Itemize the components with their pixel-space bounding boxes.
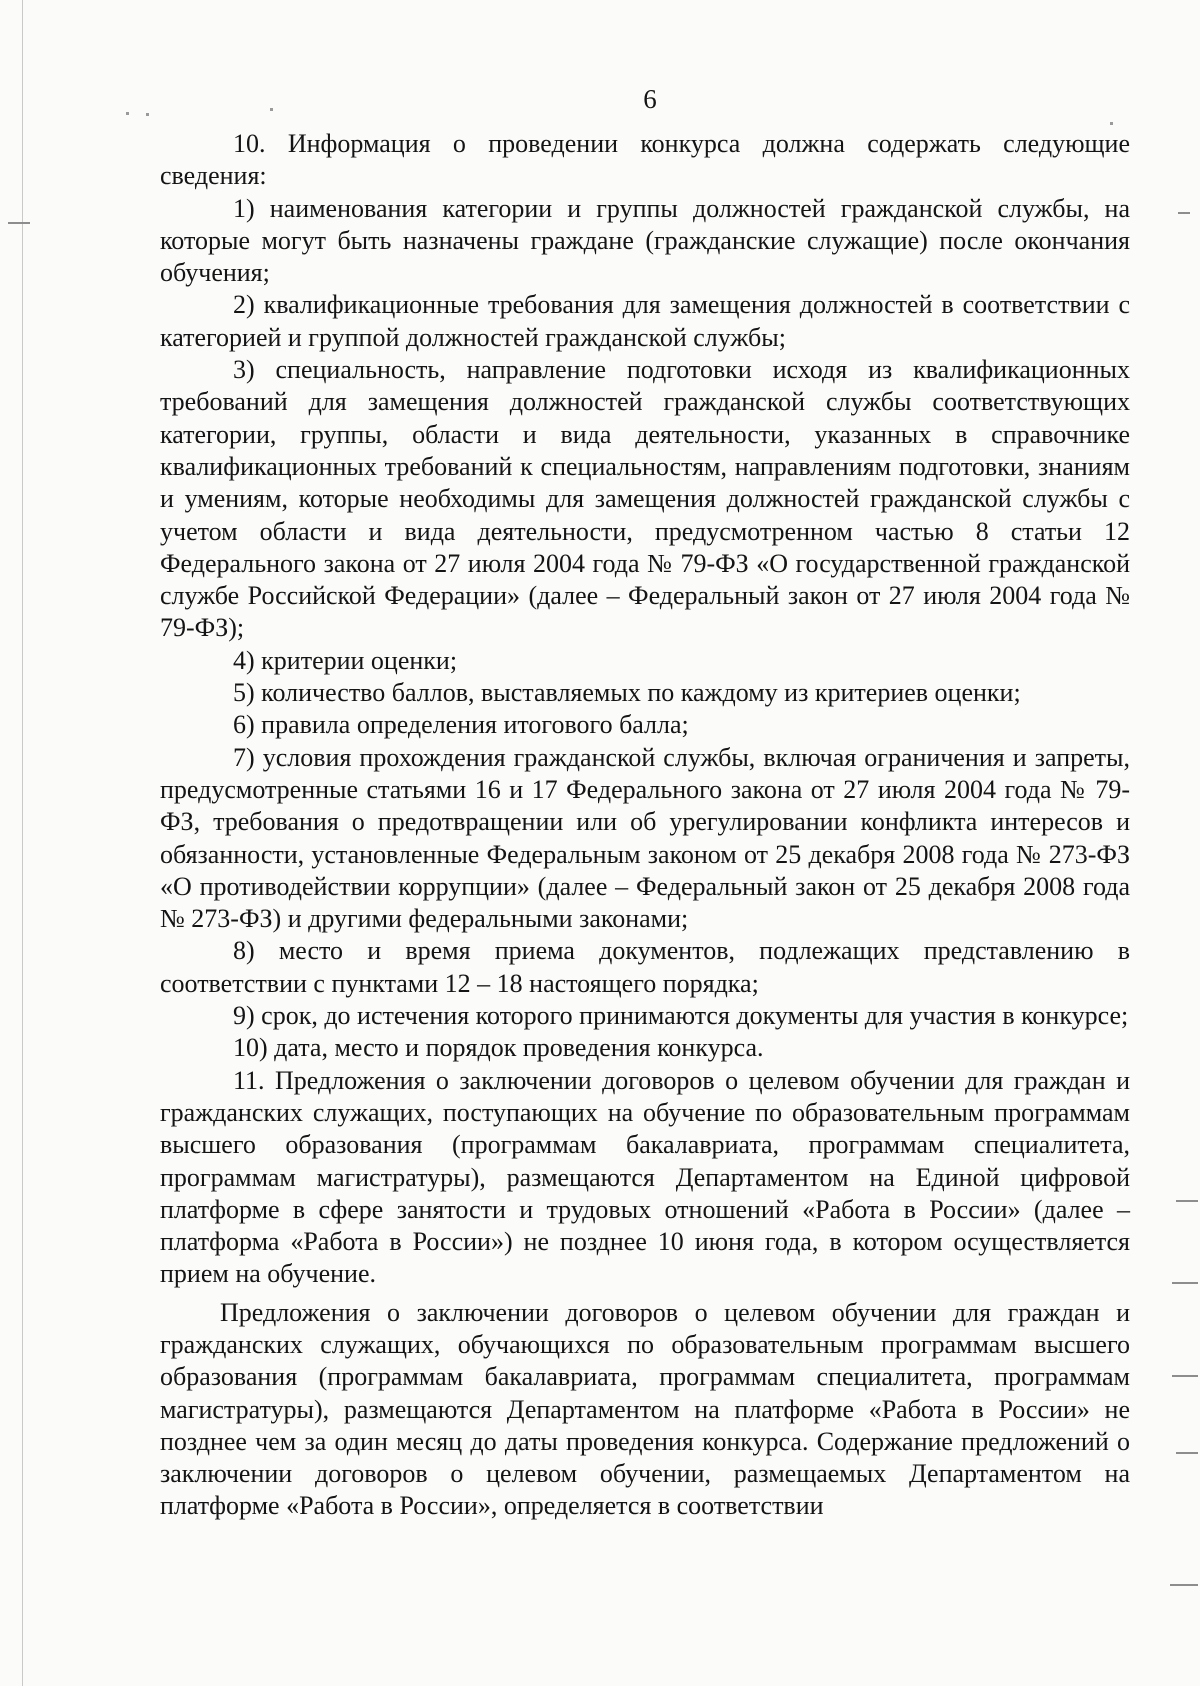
list-item-1: 1) наименования категории и группы должностей гражданской службы, на которые могут быть назначены граждане (гражданские служащие) после окончания обучения; (160, 193, 1130, 288)
paragraph-10-intro: 10. Информация о проведении конкурса должна содержать следующие сведения: (160, 129, 1130, 191)
list-item-9: 9) срок, до истечения которого принимаются документы для участия в конкурсе; (233, 1001, 1129, 1031)
list-item-2: 2) квалификационные требования для замещения должностей в соответствии с категорией и группой должностей гражданской службы; (160, 290, 1130, 352)
list-item-6: 6) правила определения итогового балла; (233, 710, 689, 740)
scan-artifact-dash (1172, 1282, 1198, 1284)
list-item-3: 3) специальность, направление подготовки исходя из квалификационных требований для замещения должностей гражданской службы соответствующих категории, группы, области и вида деятельности, указанных в справочнике квалификационных требований к специальностям, направлениям подготовки, знаниям и умениям, которые необходимы для замещения должностей гражданской службы с учетом области и вида деятельности, предусмотренном частью 8 статьи 12 Федерального закона от 27 июля 2004 года № 79-ФЗ «О государственной гражданской службе Российской Федерации» (далее – Федеральный закон от 27 июля 2004 года № 79-ФЗ); (160, 355, 1130, 643)
page-number: 6 (643, 84, 657, 114)
scan-edge-line (22, 0, 23, 1686)
scan-speck (1110, 122, 1113, 125)
list-item-4: 4) критерии оценки; (233, 645, 458, 675)
scan-artifact-dash (1172, 1375, 1198, 1377)
list-item-5: 5) количество баллов, выставляемых по каждому из критериев оценки; (233, 678, 1021, 708)
scan-artifact-dash (8, 222, 30, 224)
scan-artifact-dash (1176, 1452, 1198, 1454)
scan-artifact-dash (1170, 1584, 1198, 1586)
paragraph-11: 11. Предложения о заключении договоров о целевом обучении для граждан и гражданских служащих, поступающих на обучение по образовательным программам высшего образования (программам бакалавриата, программам специалитета, программам магистратуры), размещаются Департаментом на Единой цифровой платформе в сфере занятости и трудовых отношений «Работа в России» (далее – платформа «Работа в России») не позднее 10 июня года, в котором осуществляется прием на обучение. (160, 1065, 1130, 1289)
list-item-10: 10) дата, место и порядок проведения конкурса. (233, 1033, 764, 1063)
paragraph-11-continued: Предложения о заключении договоров о целевом обучении для граждан и гражданских служащих, обучающихся по образовательным программам высшего образования (программам бакалавриата, программам специалитета, программам магистратуры), размещаются Департаментом на платформе «Работа в России» не позднее чем за один месяц до даты проведения конкурса. Содержание предложений о заключении договоров о целевом обучении, размещаемых Департаментом на платформе «Работа в России», определяется в соответствии (160, 1297, 1130, 1521)
scan-artifact-tick (1178, 212, 1190, 214)
scan-artifact-dash (1176, 1200, 1198, 1202)
body-text (160, 128, 1130, 1523)
list-item-8: 8) место и время приема документов, подлежащих представлению в соответствии с пунктами 12 – 18 настоящего порядка; (160, 936, 1130, 998)
list-item-7: 7) условия прохождения гражданской службы, включая ограничения и запреты, предусмотренные статьями 16 и 17 Федерального закона от 27 июля 2004 года № 79-ФЗ, требования о предотвращении или об урегулировании конфликта интересов и обязанности, установленные Федеральным законом от 25 декабря 2008 года № 273-ФЗ «О противодействии коррупции» (далее – Федеральный закон от 25 декабря 2008 года № 273-ФЗ) и другими федеральными законами; (160, 742, 1130, 934)
